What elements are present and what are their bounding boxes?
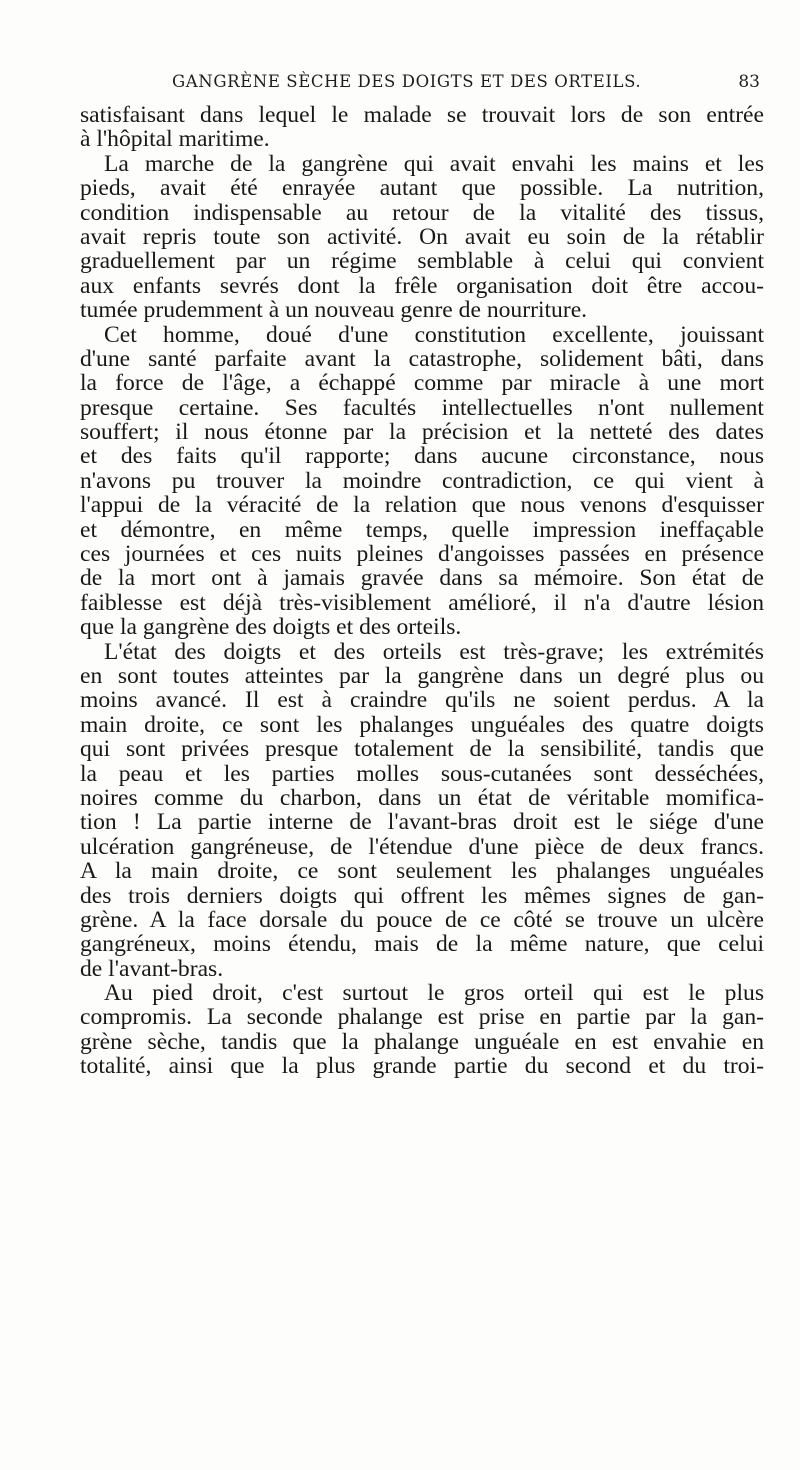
text-line: gangréneux, moins étendu, mais de la même nature, que celui [80,931,764,958]
text-line: tumée prudemment à un nouveau genre de nourriture. [80,297,588,324]
text-line: condition indispensable au retour de la vitalité des tissus, [80,199,764,226]
running-title: GANGRÈNE SÈCHE DES DOIGTS ET DES ORTEILS. [172,72,642,91]
text-line: et démontre, en même temps, quelle impression ineffaçable [80,516,764,543]
text-line: noires comme du charbon, dans un état de véritable momifica- [80,784,764,811]
text-line: ces journées et ces nuits pleines d'angoisses passées en présence [80,541,764,568]
text-line: La marche de la gangrène qui avait envahi les mains et les [104,150,764,177]
text-line: tion ! La partie interne de l'avant-bras droit est le siége d'une [80,809,764,836]
text-line: grène sèche, tandis que la phalange unguéale en est envahie en [80,1028,764,1055]
text-line: l'appui de la véracité de la relation que nous venons d'esquisser [80,492,764,519]
page-header [80,72,760,96]
text-line: moins avancé. Il est à craindre qu'ils ne soient perdus. A la [80,687,764,714]
text-line: Au pied droit, c'est surtout le gros orteil qui est le plus [104,980,764,1007]
text-line: faiblesse est déjà très-visiblement amélioré, il n'a d'autre lésion [80,589,764,616]
text-line: la peau et les parties molles sous-cutanées sont desséchées, [80,760,764,787]
text-line: grène. A la face dorsale du pouce de ce côté se trouve un ulcère [80,906,764,933]
text-line: compromis. La seconde phalange est prise en partie par la gan- [80,1004,764,1031]
text-line: que la gangrène des doigts et des orteils. [80,614,462,641]
text-line: main droite, ce sont les phalanges unguéales des quatre doigts [80,711,764,738]
text-line: et des faits qu'il rapporte; dans aucune circonstance, nous [80,443,764,470]
text-line: en sont toutes atteintes par la gangrène dans un degré plus ou [80,662,764,689]
text-line: A la main droite, ce sont seulement les phalanges unguéales [80,858,764,885]
text-line: à l'hôpital maritime. [80,126,270,153]
text-line: qui sont privées presque totalement de la sensibilité, tandis que [80,736,764,763]
text-line: Cet homme, doué d'une constitution excellente, jouissant [104,321,764,348]
text-line: satisfaisant dans lequel le malade se trouvait lors de son entrée [80,102,764,128]
text-line: pieds, avait été enrayée autant que possible. La nutrition, [80,175,764,202]
text-line: avait repris toute son activité. On avait eu soin de la rétablir [80,223,764,250]
text-line: de la mort ont à jamais gravée dans sa mémoire. Son état de [80,565,764,592]
text-line: graduellement par un régime semblable à celui qui convient [80,248,764,275]
text-line: aux enfants sevrés dont la frêle organisation doit être accou- [80,272,764,299]
page-number: 83 [738,72,760,92]
body-text [80,103,764,1079]
text-line: d'une santé parfaite avant la catastrophe, solidement bâti, dans [80,345,764,372]
text-line: des trois derniers doigts qui offrent les mêmes signes de gan- [80,882,764,909]
text-line: ulcération gangréneuse, de l'étendue d'une pièce de deux francs. [80,833,764,860]
text-line: n'avons pu trouver la moindre contradiction, ce qui vient à [80,467,764,494]
text-line: totalité, ainsi que la plus grande partie du second et du troi- [80,1053,764,1080]
text-line: souffert; il nous étonne par la précision et la netteté des dates [80,419,764,446]
text-line: la force de l'âge, a échappé comme par miracle à une mort [80,370,764,397]
text-line: presque certaine. Ses facultés intellectuelles n'ont nullement [80,394,764,421]
text-line: L'état des doigts et des orteils est très-grave; les extrémités [104,638,764,665]
text-line: de l'avant-bras. [80,955,224,982]
